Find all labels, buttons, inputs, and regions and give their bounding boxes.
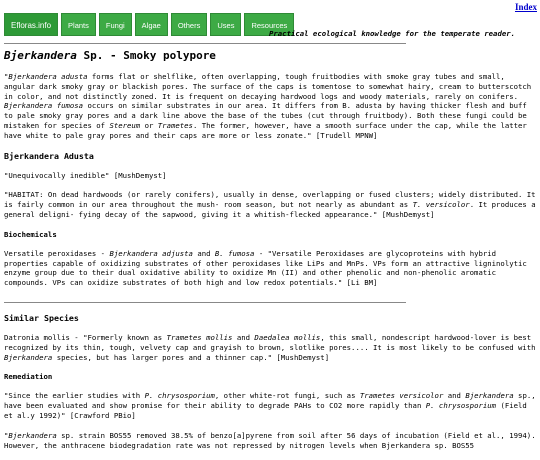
- species-name: Bjerkandera: [4, 352, 53, 362]
- biochem-text: and: [192, 248, 215, 258]
- species-name: Bjerkandera: [465, 391, 514, 401]
- similar-paragraph: [4, 333, 536, 362]
- index-link[interactable]: Index: [514, 2, 537, 12]
- similar-text: and: [232, 332, 255, 342]
- intro-text: occurs on similar substrates in our area. It differs from B. adusta by having thicker flesh and buff to pale smoky gray pores and a dark line above the base of the tubes (cut through fruitbody). Both these fungi could be mistaken for species of: [4, 101, 527, 130]
- quote-mark: ": [4, 430, 9, 440]
- habitat-text: . It produces a general deligni- fying decay of the sapwood, giving it a whitish-flecked appearance." [MushDemyst]: [4, 200, 536, 219]
- intro-paragraph: [4, 72, 536, 141]
- species-name: P. chrysosporium: [144, 391, 215, 401]
- species-name: B. fumosa: [214, 248, 255, 258]
- remediation-paragraph-1: [4, 391, 536, 420]
- edibility-text: "Unequivocally inedible" [MushDemyst]: [4, 170, 167, 180]
- biochem-text: Versatile peroxidases -: [4, 248, 110, 258]
- section-heading-similar: Similar Species: [4, 312, 79, 323]
- biochem-text: - "Versatile Peroxidases are glycoproteins with hybrid properties capable of oxidizing substrates of other peroxidases like LiPs and MnPs. VPs form an attractive ligninolytic enzyme group due to their dual oxidative ability to oxidize Mn (II) and other phenolic and non-phenolic aromatic compounds. VPs can oxidize substrates of both high and low redox potentials." [Li BM]: [4, 248, 527, 288]
- subheading-biochemicals: Biochemicals: [4, 229, 57, 239]
- section-heading-adusta: Bjerkandera Adusta: [4, 150, 94, 161]
- title-genus: Bjerkandera: [4, 49, 77, 62]
- similar-text: , this small, nondescript hardwood-lover is best recognized by its thin, tough, velvety cap and grayish to brown, slotlike pores.... It is most likely to be confused with: [4, 332, 536, 352]
- site-tagline: Practical ecological knowledge for the temperate reader.: [269, 29, 516, 38]
- species-name: Trametes versicolor: [359, 391, 444, 401]
- biochem-paragraph: [4, 249, 536, 288]
- remediation-text: (Field et al.y 1992)" [Crawford PBio]: [4, 401, 527, 420]
- main-content: [4, 49, 536, 460]
- page-title: [4, 49, 536, 63]
- similar-text: species, but has larger pores and a thinner cap." [MushDemyst]: [52, 352, 330, 362]
- divider: [4, 43, 406, 44]
- nav-uses-button[interactable]: Uses: [210, 13, 241, 36]
- species-name: Bjerkandera: [8, 430, 57, 440]
- species-name: Daedalea mollis: [254, 332, 321, 342]
- remediation-text: sp. strain BOS55 removed 38.5% of benzo[a]pyrene from soil after 56 days of incubation (Field et al., 1994). However, the anthracene biodegradation rate was not repressed by nitrogen levels when Bjerkandera sp. BOS55: [4, 430, 536, 450]
- species-name: P. chrysosporium: [425, 401, 497, 411]
- intro-text: forms flat or shelflike, often overlapping, tough fruitbodies with smoke gray tubes and small, angular dark smoky gray or blackish pores. The surface of the caps is tomentose to somewhat hairy, cream to butterscotch in color, and not distinctly zoned. It is frequent on decaying hardwood logs and woody materials, rarely on conifers.: [4, 72, 532, 101]
- species-name: T. versicolor: [412, 200, 470, 210]
- species-name: Stereum: [109, 120, 141, 130]
- subheading-remediation: Remediation: [4, 372, 53, 382]
- remediation-text: and: [443, 391, 466, 401]
- remediation-paragraph-2: [4, 431, 536, 451]
- species-name: Trametes: [157, 120, 193, 130]
- title-rest: Sp. - Smoky polypore: [76, 49, 216, 62]
- top-bar: [0, 0, 540, 40]
- remediation-text: , other white-rot fungi, such as: [214, 391, 360, 401]
- similar-text: Datronia mollis - "Formerly known as: [4, 332, 167, 342]
- nav-fungi-button[interactable]: Fungi: [99, 13, 132, 36]
- intro-text: or: [140, 120, 158, 130]
- species-name: Bjerkandera adjusta: [109, 248, 193, 258]
- nav-home-button[interactable]: Efloras.info: [4, 13, 58, 36]
- divider: [4, 302, 406, 303]
- nav-resources-button[interactable]: Resources: [244, 13, 294, 36]
- species-name: Bjerkandera adusta: [8, 72, 88, 81]
- remediation-text: sp., have been evaluated and show promise for their ability to degrade PAHs to CO2 more rapidly than: [4, 391, 536, 411]
- nav-algae-button[interactable]: Algae: [135, 13, 168, 36]
- species-name: Trametes mollis: [166, 332, 233, 342]
- nav-plants-button[interactable]: Plants: [61, 13, 96, 36]
- nav-others-button[interactable]: Others: [171, 13, 208, 36]
- habitat-text: "HABITAT: On dead hardwoods (or rarely conifers), usually in dense, overlapping or fused clusters; widely distributed. It is fairly common in our area throughout the mush- room season, but not nearly as abundant as: [4, 190, 536, 210]
- remediation-text: "Since the earlier studies with: [4, 391, 145, 401]
- intro-text: . The former, however, have a smooth surface under the cap, while the latter have white to pale gray pores and their caps are more or less zonate." [Trudell MPNW]: [4, 120, 527, 140]
- main-nav: [4, 13, 294, 36]
- quote-mark: ": [4, 72, 9, 81]
- habitat-paragraph: [4, 190, 536, 219]
- species-name: Bjerkandera fumosa: [4, 101, 84, 111]
